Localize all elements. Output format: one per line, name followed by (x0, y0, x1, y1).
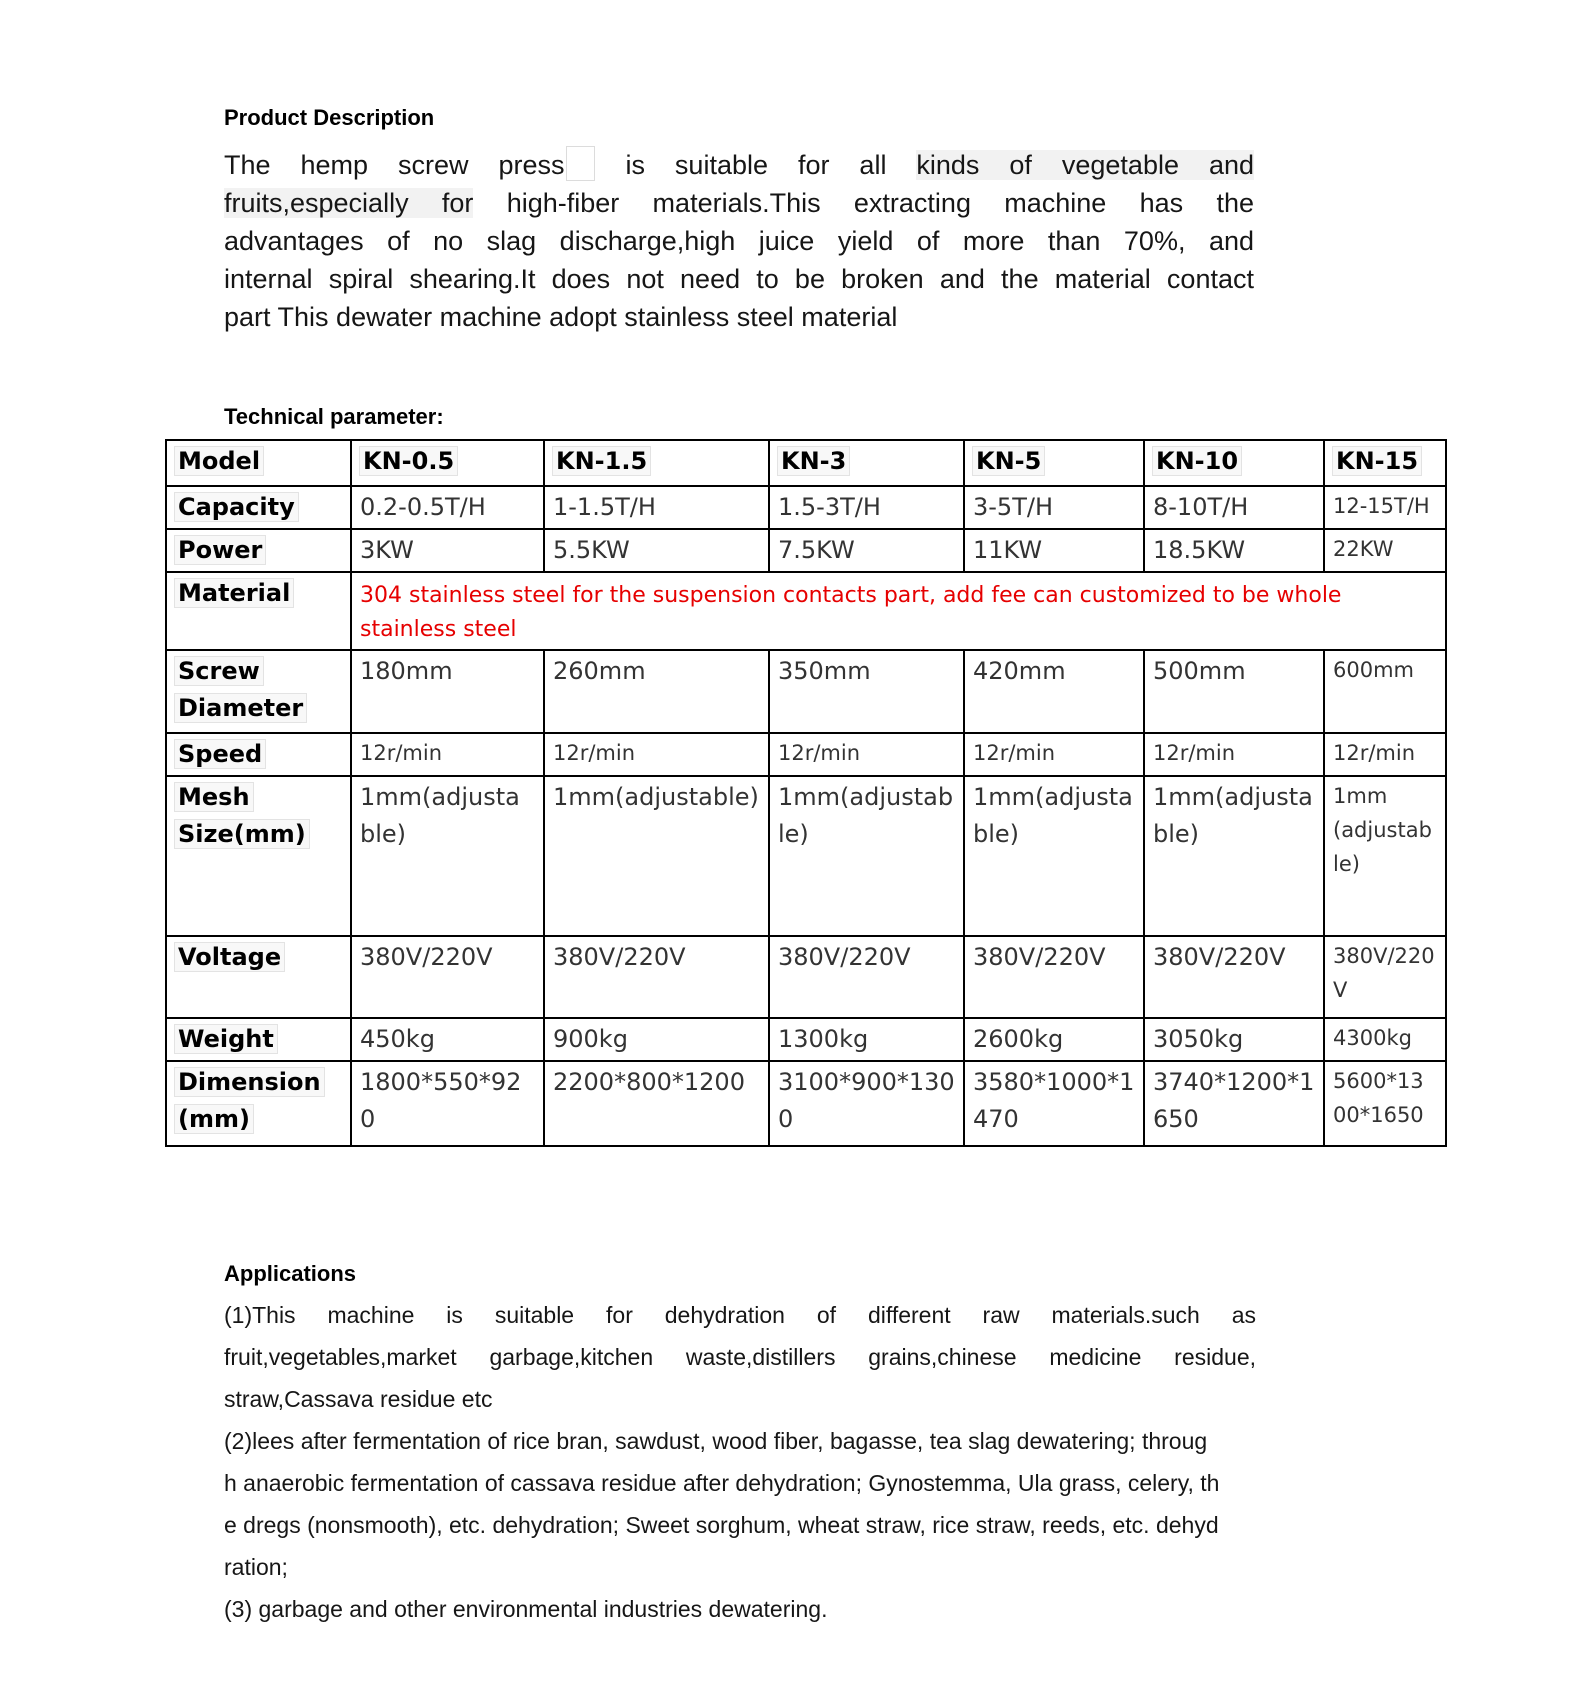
column-header-label: KN-10 (1153, 447, 1241, 475)
text-run: internal spiral shearing.It does not need to be broken and the material contact (224, 264, 1254, 294)
table-cell: 3580*1000*1470 (964, 1061, 1144, 1146)
table-cell: 12r/min (351, 733, 544, 776)
table-cell: 0.2-0.5T/H (351, 486, 544, 529)
table-cell: 1800*550*920 (351, 1061, 544, 1146)
table-cell: 4300kg (1324, 1018, 1446, 1061)
table-header-row (166, 440, 1446, 486)
table-cell: 380V/220V (1144, 936, 1324, 1018)
table-cell: 3-5T/H (964, 486, 1144, 529)
label-highlight: Screw (175, 657, 263, 685)
column-header-cell (351, 440, 544, 486)
table-cell: 1mm(adjustable) (351, 776, 544, 936)
table-cell: 500mm (1144, 650, 1324, 733)
label-highlight: Material (175, 579, 293, 607)
table-body (166, 440, 1446, 1146)
table-cell: 420mm (964, 650, 1144, 733)
table-cell: 12-15T/H (1324, 486, 1446, 529)
table-cell: 1.5-3T/H (769, 486, 964, 529)
table-row (166, 776, 1446, 936)
row-label-cell (166, 572, 351, 650)
table-cell: 380V/220V (964, 936, 1144, 1018)
table-row (166, 650, 1446, 733)
technical-parameter-table (165, 439, 1447, 1147)
application-line: ration; (224, 1554, 288, 1580)
table-cell: 380V/220V (1324, 936, 1446, 1018)
highlighted-text: kinds of vegetable and (916, 150, 1254, 180)
table-cell: 12r/min (1144, 733, 1324, 776)
description-line (224, 298, 1254, 336)
table-cell: 1mm (adjustable) (1324, 776, 1446, 936)
table-cell: 3100*900*1300 (769, 1061, 964, 1146)
label-highlight: Weight (175, 1025, 277, 1053)
table-cell: 12r/min (769, 733, 964, 776)
material-note: 304 stainless steel for the suspension contacts part, add fee can customized to be whole stainless steel (351, 572, 1446, 650)
application-line: e dregs (nonsmooth), etc. dehydration; Sweet sorghum, wheat straw, rice straw, reeds, etc. dehyd (224, 1512, 1219, 1538)
table-cell: 3740*1200*1650 (1144, 1061, 1324, 1146)
label-highlight: Capacity (175, 493, 298, 521)
description-line (224, 146, 1254, 184)
table-cell: 1mm(adjustable) (1144, 776, 1324, 936)
label-highlight: Dimension (175, 1068, 324, 1096)
column-header-label: KN-1.5 (553, 447, 650, 475)
table-row (166, 1018, 1446, 1061)
table-cell: 2600kg (964, 1018, 1144, 1061)
product-description-heading: Product Description (224, 105, 435, 130)
application-line: straw,Cassava residue etc (224, 1386, 493, 1412)
table-cell: 600mm (1324, 650, 1446, 733)
table-cell: 18.5KW (1144, 529, 1324, 572)
table-row (166, 733, 1446, 776)
table-cell: 5.5KW (544, 529, 769, 572)
table-cell: 1mm(adjustable) (964, 776, 1144, 936)
table-row (166, 1061, 1446, 1146)
column-header-cell (1324, 440, 1446, 486)
row-label-cell (166, 650, 351, 733)
table-cell: 380V/220V (544, 936, 769, 1018)
label-highlight: Power (175, 536, 265, 564)
column-header-label: KN-15 (1333, 447, 1421, 475)
label-highlight: Speed (175, 740, 265, 768)
application-line: h anaerobic fermentation of cassava residue after dehydration; Gynostemma, Ula grass, celery, th (224, 1470, 1220, 1496)
label-highlight: Mesh (175, 783, 253, 811)
table-cell: 8-10T/H (1144, 486, 1324, 529)
table-cell: 260mm (544, 650, 769, 733)
row-label-cell (166, 1018, 351, 1061)
text-run: high-fiber materials.This extracting machine has the (473, 188, 1254, 218)
table-cell: 450kg (351, 1018, 544, 1061)
column-header-label: KN-5 (973, 447, 1044, 475)
application-line: (3) garbage and other environmental industries dewatering. (224, 1596, 828, 1622)
table-cell: 12r/min (1324, 733, 1446, 776)
application-item (224, 1294, 1256, 1420)
column-header-cell (166, 440, 351, 486)
table-cell: 1-1.5T/H (544, 486, 769, 529)
row-label-cell (166, 936, 351, 1018)
application-item (224, 1420, 1256, 1588)
table-cell: 12r/min (544, 733, 769, 776)
text-run: advantages of no slag discharge,high juice yield of more than 70%, and (224, 226, 1254, 256)
table-cell: 2200*800*1200 (544, 1061, 769, 1146)
row-label-cell (166, 486, 351, 529)
column-header-label: KN-0.5 (360, 447, 457, 475)
application-line: fruit,vegetables,market garbage,kitchen waste,distillers grains,chinese medicine residue, (224, 1344, 1256, 1370)
description-line (224, 184, 1254, 222)
table-cell: 380V/220V (351, 936, 544, 1018)
column-header-cell (544, 440, 769, 486)
label-highlight: Voltage (175, 943, 284, 971)
row-label-cell (166, 529, 351, 572)
table-row (166, 486, 1446, 529)
table-cell: 1300kg (769, 1018, 964, 1061)
highlighted-text: fruits,especially for (224, 188, 474, 218)
table-cell: 180mm (351, 650, 544, 733)
row-label-cell (166, 733, 351, 776)
product-description-text (224, 146, 1254, 336)
table-cell: 380V/220V (769, 936, 964, 1018)
applications-text (224, 1294, 1256, 1630)
column-header-label: KN-3 (778, 447, 849, 475)
text-run: is suitable for all (595, 150, 917, 180)
label-highlight: Size(mm) (175, 820, 309, 848)
table-row (166, 936, 1446, 1018)
table-cell: 350mm (769, 650, 964, 733)
text-run: The hemp screw press (224, 150, 565, 180)
table-row (166, 572, 1446, 650)
table-cell: 900kg (544, 1018, 769, 1061)
table-cell: 7.5KW (769, 529, 964, 572)
column-header-label: Model (175, 447, 263, 475)
description-line (224, 260, 1254, 298)
table-cell: 12r/min (964, 733, 1144, 776)
label-highlight: (mm) (175, 1105, 253, 1133)
empty-highlight-box (566, 146, 595, 181)
row-label-cell (166, 776, 351, 936)
description-line (224, 222, 1254, 260)
table-cell: 22KW (1324, 529, 1446, 572)
row-label-cell (166, 1061, 351, 1146)
technical-parameter-heading: Technical parameter: (224, 404, 444, 429)
document-page (165, 103, 1495, 1630)
application-item (224, 1588, 1256, 1630)
column-header-cell (1144, 440, 1324, 486)
text-run: part This dewater machine adopt stainless steel material (224, 302, 898, 332)
table-cell: 3050kg (1144, 1018, 1324, 1061)
column-header-cell (964, 440, 1144, 486)
label-highlight: Diameter (175, 694, 306, 722)
table-cell: 3KW (351, 529, 544, 572)
table-cell: 1mm(adjustable) (544, 776, 769, 936)
table-cell: 1mm(adjustable) (769, 776, 964, 936)
table-cell: 11KW (964, 529, 1144, 572)
table-row (166, 529, 1446, 572)
table-cell: 5600*1300*1650 (1324, 1061, 1446, 1146)
applications-heading: Applications (224, 1261, 357, 1286)
application-line: (1)This machine is suitable for dehydration of different raw materials.such as (224, 1302, 1256, 1328)
column-header-cell (769, 440, 964, 486)
application-line: (2)lees after fermentation of rice bran, sawdust, wood fiber, bagasse, tea slag dewatering; throug (224, 1428, 1208, 1454)
